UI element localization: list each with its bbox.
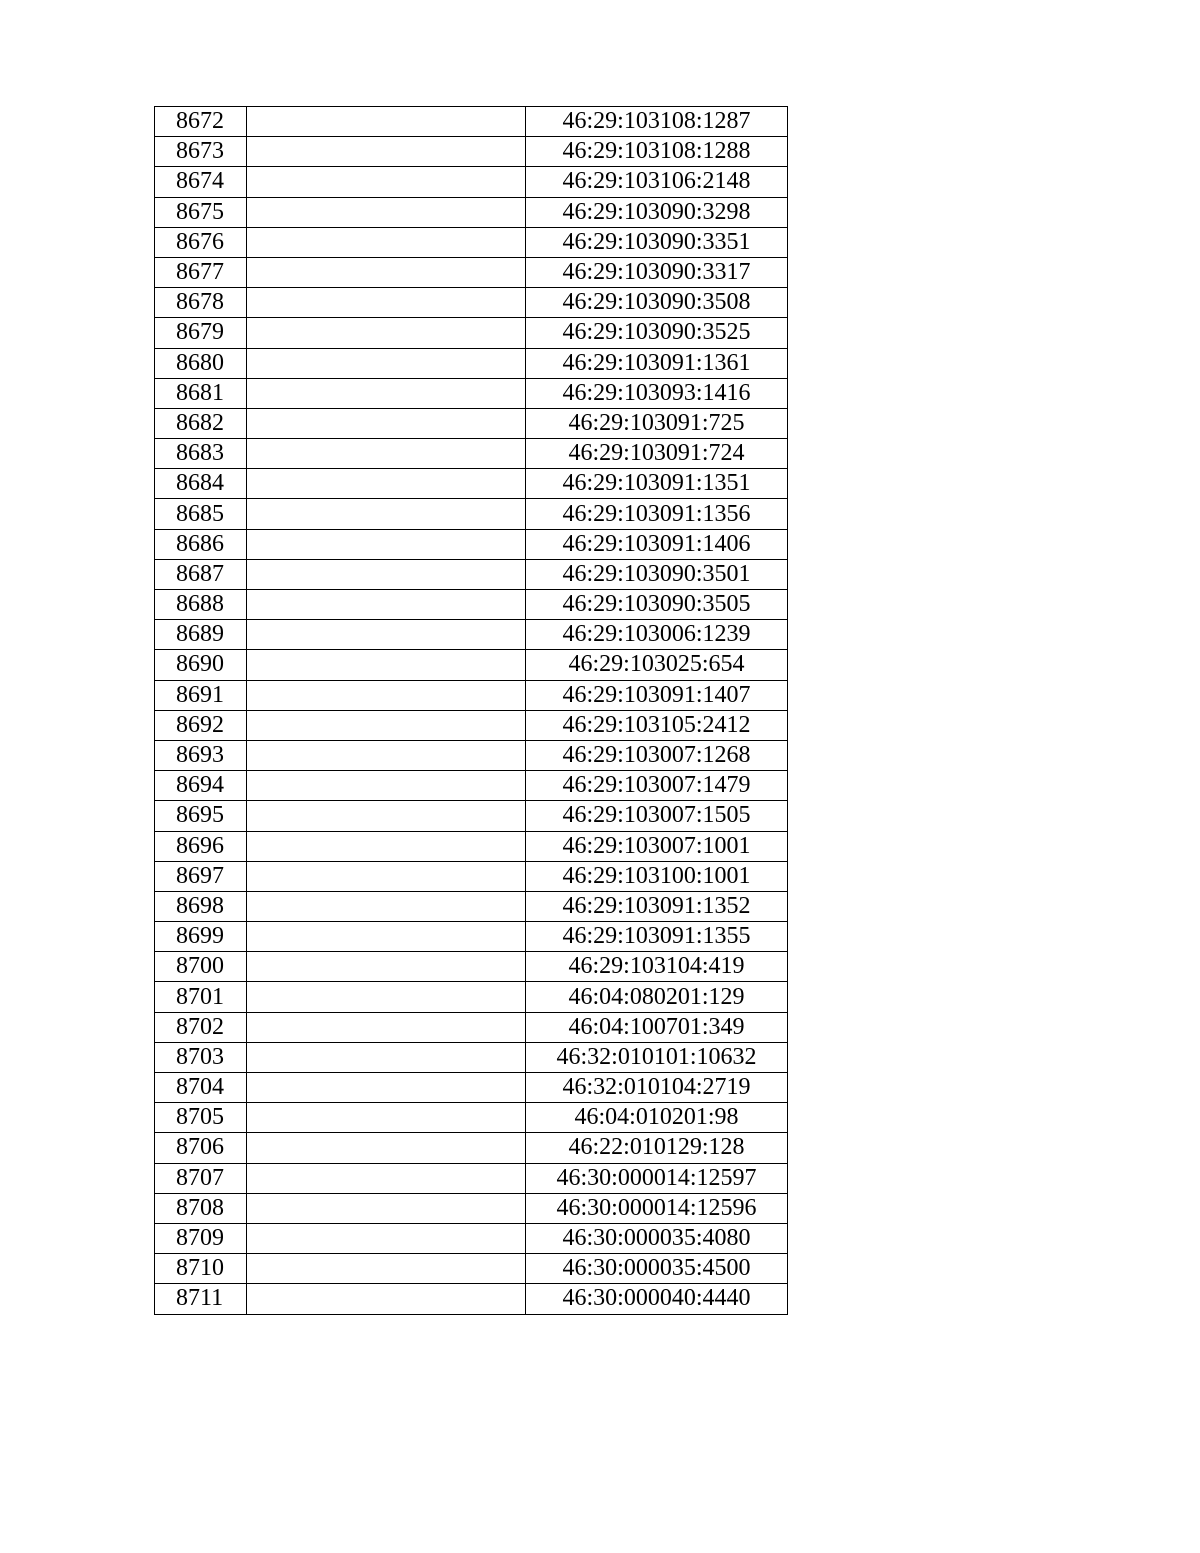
object-name-cell (247, 107, 526, 137)
row-number-cell: 8685 (155, 499, 247, 529)
table-row (155, 529, 788, 559)
row-number-cell: 8708 (155, 1193, 247, 1223)
object-name-cell (247, 1254, 526, 1284)
row-number-cell: 8684 (155, 469, 247, 499)
object-name-cell (247, 257, 526, 287)
table-row (155, 107, 788, 137)
row-number-cell: 8690 (155, 650, 247, 680)
cadastral-number-cell: 46:29:103105:2412 (526, 710, 788, 740)
cadastral-number-cell: 46:04:080201:129 (526, 982, 788, 1012)
table-row (155, 771, 788, 801)
object-name-cell (247, 922, 526, 952)
object-name-cell (247, 469, 526, 499)
object-name-cell (247, 227, 526, 257)
object-name-cell (247, 288, 526, 318)
cadastral-number-cell: 46:30:000035:4500 (526, 1254, 788, 1284)
cadastral-number-cell: 46:22:010129:128 (526, 1133, 788, 1163)
row-number-cell: 8672 (155, 107, 247, 137)
row-number-cell: 8678 (155, 288, 247, 318)
cadastral-number-cell: 46:29:103091:1406 (526, 529, 788, 559)
row-number-cell: 8697 (155, 861, 247, 891)
row-number-cell: 8707 (155, 1163, 247, 1193)
object-name-cell (247, 167, 526, 197)
cadastral-number-cell: 46:29:103091:724 (526, 439, 788, 469)
object-name-cell (247, 982, 526, 1012)
table-row (155, 408, 788, 438)
cadastral-number-cell: 46:29:103090:3351 (526, 227, 788, 257)
cadastral-number-cell: 46:29:103090:3317 (526, 257, 788, 287)
cadastral-number-cell: 46:29:103100:1001 (526, 861, 788, 891)
row-number-cell: 8710 (155, 1254, 247, 1284)
cadastral-number-cell: 46:29:103090:3501 (526, 559, 788, 589)
row-number-cell: 8696 (155, 831, 247, 861)
row-number-cell: 8698 (155, 891, 247, 921)
row-number-cell: 8679 (155, 318, 247, 348)
row-number-cell: 8674 (155, 167, 247, 197)
table-row (155, 1103, 788, 1133)
cadastral-number-cell: 46:29:103007:1268 (526, 740, 788, 770)
row-number-cell: 8701 (155, 982, 247, 1012)
cadastral-number-cell: 46:29:103091:1352 (526, 891, 788, 921)
cadastral-number-cell: 46:29:103090:3508 (526, 288, 788, 318)
object-name-cell (247, 559, 526, 589)
row-number-cell: 8700 (155, 952, 247, 982)
object-name-cell (247, 1163, 526, 1193)
row-number-cell: 8706 (155, 1133, 247, 1163)
table-row (155, 348, 788, 378)
row-number-cell: 8677 (155, 257, 247, 287)
table-row (155, 590, 788, 620)
cadastral-number-cell: 46:30:000035:4080 (526, 1223, 788, 1253)
cadastral-number-cell: 46:29:103091:1351 (526, 469, 788, 499)
table-row (155, 257, 788, 287)
cadastral-number-cell: 46:29:103007:1479 (526, 771, 788, 801)
object-name-cell (247, 680, 526, 710)
cadastral-number-cell: 46:29:103091:1355 (526, 922, 788, 952)
cadastral-number-cell: 46:29:103108:1288 (526, 137, 788, 167)
row-number-cell: 8695 (155, 801, 247, 831)
table-row (155, 499, 788, 529)
table-row (155, 1012, 788, 1042)
object-name-cell (247, 891, 526, 921)
table-row (155, 197, 788, 227)
table-row (155, 861, 788, 891)
object-name-cell (247, 1284, 526, 1314)
row-number-cell: 8693 (155, 740, 247, 770)
cadastral-number-cell: 46:29:103093:1416 (526, 378, 788, 408)
cadastral-number-cell: 46:29:103091:1361 (526, 348, 788, 378)
table-row (155, 801, 788, 831)
table-row (155, 469, 788, 499)
row-number-cell: 8680 (155, 348, 247, 378)
object-name-cell (247, 408, 526, 438)
cadastral-number-cell: 46:29:103091:1407 (526, 680, 788, 710)
cadastral-number-cell: 46:29:103007:1001 (526, 831, 788, 861)
object-name-cell (247, 1223, 526, 1253)
object-name-cell (247, 620, 526, 650)
table-row (155, 1073, 788, 1103)
object-name-cell (247, 439, 526, 469)
cadastral-number-cell: 46:29:103106:2148 (526, 167, 788, 197)
object-name-cell (247, 348, 526, 378)
table-row (155, 680, 788, 710)
table-body (155, 107, 788, 1315)
cadastral-number-cell: 46:29:103090:3298 (526, 197, 788, 227)
row-number-cell: 8705 (155, 1103, 247, 1133)
object-name-cell (247, 771, 526, 801)
table-row (155, 1193, 788, 1223)
row-number-cell: 8709 (155, 1223, 247, 1253)
table-row (155, 1133, 788, 1163)
table-row (155, 1284, 788, 1314)
object-name-cell (247, 1103, 526, 1133)
object-name-cell (247, 1012, 526, 1042)
object-name-cell (247, 137, 526, 167)
row-number-cell: 8673 (155, 137, 247, 167)
cadastral-number-cell: 46:04:100701:349 (526, 1012, 788, 1042)
cadastral-number-cell: 46:32:010101:10632 (526, 1042, 788, 1072)
row-number-cell: 8687 (155, 559, 247, 589)
object-name-cell (247, 740, 526, 770)
row-number-cell: 8688 (155, 590, 247, 620)
object-name-cell (247, 1193, 526, 1223)
table-row (155, 1163, 788, 1193)
object-name-cell (247, 378, 526, 408)
row-number-cell: 8699 (155, 922, 247, 952)
row-number-cell: 8702 (155, 1012, 247, 1042)
row-number-cell: 8694 (155, 771, 247, 801)
cadastral-table (154, 106, 788, 1315)
table-row (155, 952, 788, 982)
object-name-cell (247, 1073, 526, 1103)
table-row (155, 982, 788, 1012)
table-row (155, 439, 788, 469)
cadastral-number-cell: 46:29:103091:1356 (526, 499, 788, 529)
object-name-cell (247, 650, 526, 680)
cadastral-number-cell: 46:30:000014:12597 (526, 1163, 788, 1193)
object-name-cell (247, 1042, 526, 1072)
object-name-cell (247, 1133, 526, 1163)
object-name-cell (247, 710, 526, 740)
row-number-cell: 8686 (155, 529, 247, 559)
object-name-cell (247, 529, 526, 559)
cadastral-number-cell: 46:04:010201:98 (526, 1103, 788, 1133)
table-row (155, 620, 788, 650)
cadastral-number-cell: 46:29:103090:3525 (526, 318, 788, 348)
table-row (155, 1223, 788, 1253)
row-number-cell: 8676 (155, 227, 247, 257)
table-row (155, 1254, 788, 1284)
object-name-cell (247, 590, 526, 620)
cadastral-number-cell: 46:29:103025:654 (526, 650, 788, 680)
cadastral-number-cell: 46:29:103007:1505 (526, 801, 788, 831)
table-row (155, 831, 788, 861)
row-number-cell: 8711 (155, 1284, 247, 1314)
row-number-cell: 8689 (155, 620, 247, 650)
table-row (155, 559, 788, 589)
table-row (155, 891, 788, 921)
object-name-cell (247, 861, 526, 891)
object-name-cell (247, 318, 526, 348)
table-row (155, 378, 788, 408)
table-row (155, 318, 788, 348)
row-number-cell: 8683 (155, 439, 247, 469)
table-row (155, 1042, 788, 1072)
cadastral-number-cell: 46:29:103006:1239 (526, 620, 788, 650)
cadastral-number-cell: 46:32:010104:2719 (526, 1073, 788, 1103)
object-name-cell (247, 499, 526, 529)
cadastral-number-cell: 46:29:103090:3505 (526, 590, 788, 620)
object-name-cell (247, 801, 526, 831)
row-number-cell: 8682 (155, 408, 247, 438)
cadastral-number-cell: 46:30:000040:4440 (526, 1284, 788, 1314)
table-row (155, 710, 788, 740)
row-number-cell: 8704 (155, 1073, 247, 1103)
object-name-cell (247, 831, 526, 861)
cadastral-number-cell: 46:29:103104:419 (526, 952, 788, 982)
row-number-cell: 8703 (155, 1042, 247, 1072)
table-row (155, 740, 788, 770)
row-number-cell: 8681 (155, 378, 247, 408)
row-number-cell: 8675 (155, 197, 247, 227)
object-name-cell (247, 952, 526, 982)
table-row (155, 227, 788, 257)
cadastral-number-cell: 46:30:000014:12596 (526, 1193, 788, 1223)
cadastral-number-cell: 46:29:103108:1287 (526, 107, 788, 137)
table-row (155, 922, 788, 952)
row-number-cell: 8691 (155, 680, 247, 710)
table-row (155, 288, 788, 318)
object-name-cell (247, 197, 526, 227)
cadastral-number-cell: 46:29:103091:725 (526, 408, 788, 438)
table-row (155, 650, 788, 680)
table-row (155, 167, 788, 197)
row-number-cell: 8692 (155, 710, 247, 740)
table-row (155, 137, 788, 167)
